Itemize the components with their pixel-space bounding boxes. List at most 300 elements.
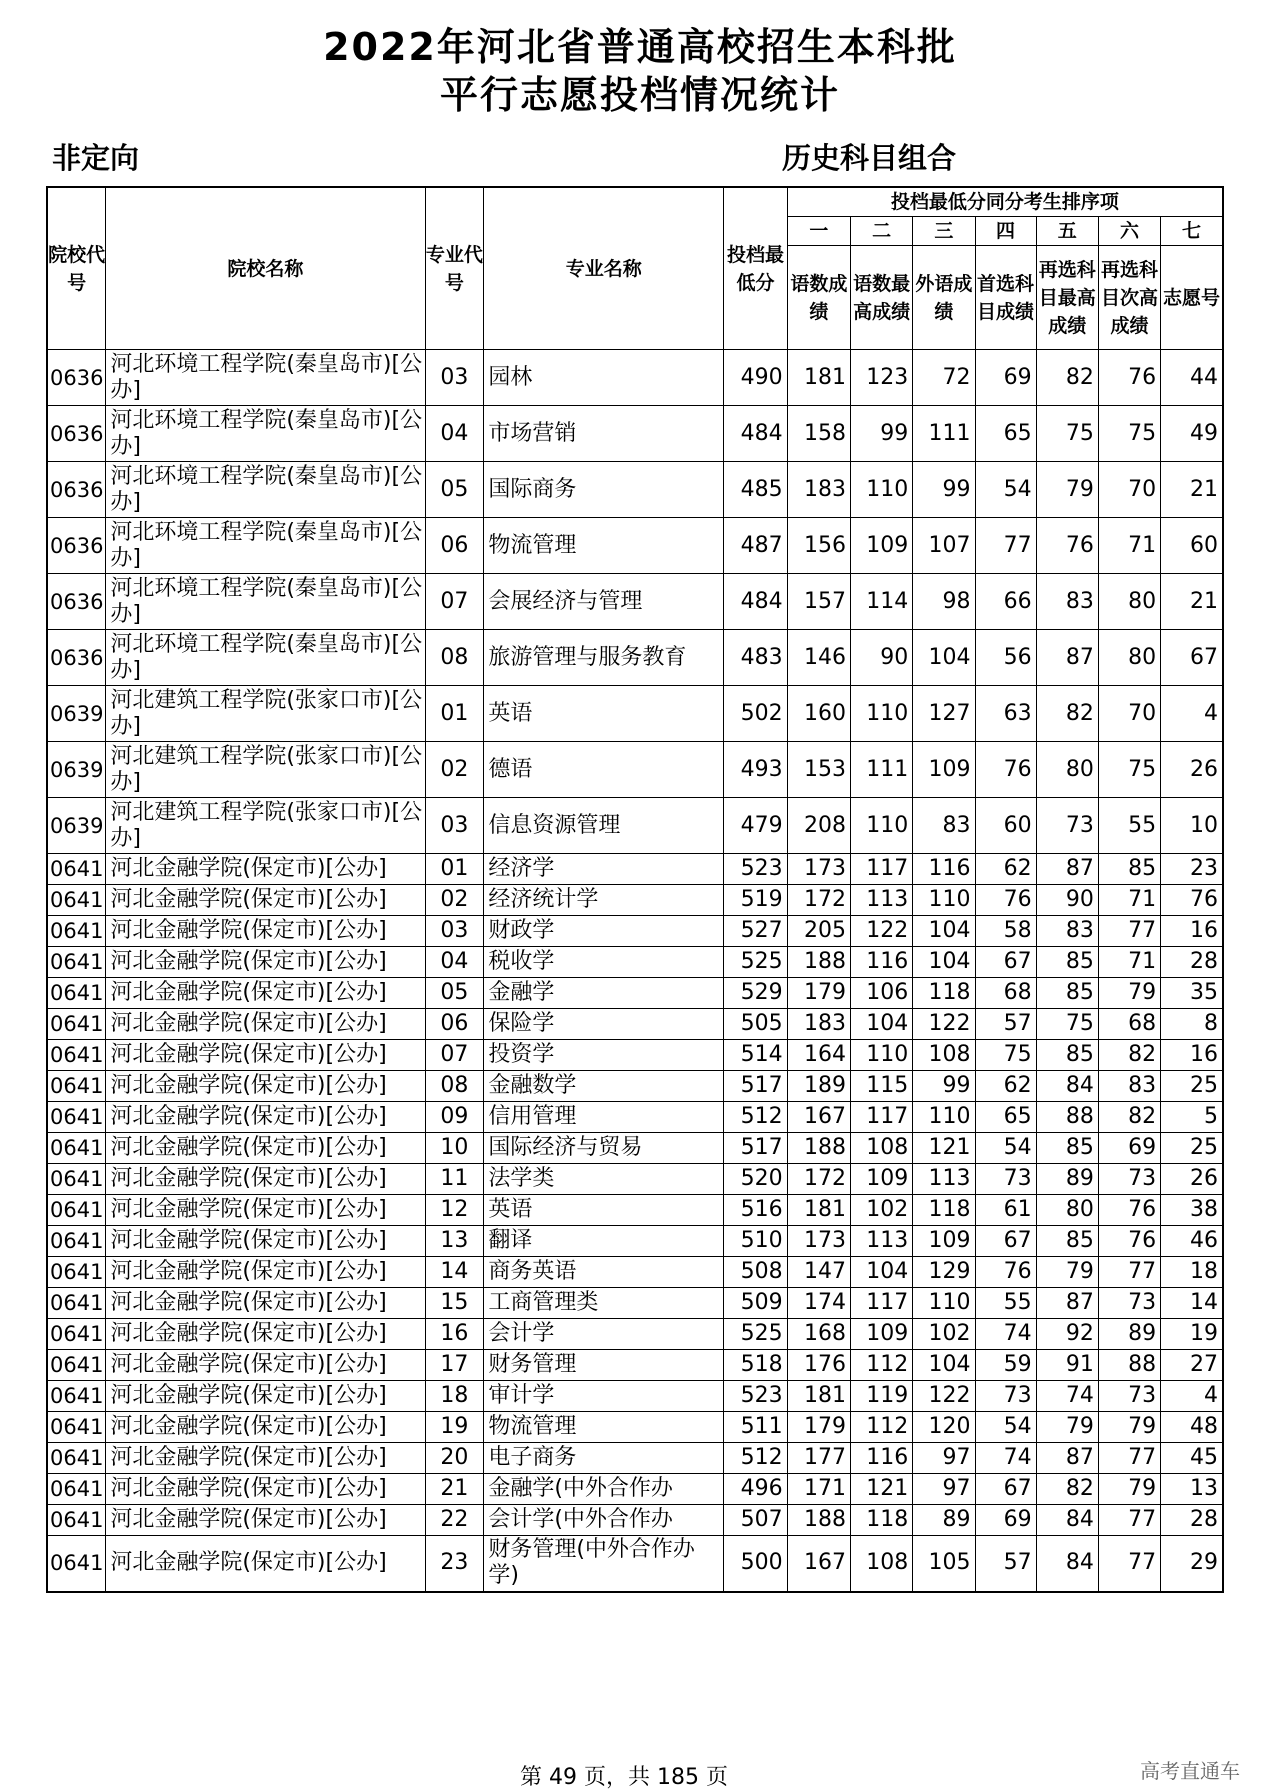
table-row: [47, 1505, 1223, 1536]
tiebreak-value: 120: [913, 1412, 975, 1443]
major-name: 会展经济与管理: [484, 574, 724, 630]
school-name: 河北金融学院(保定市)[公办]: [106, 1319, 425, 1350]
tiebreak-value: 87: [1036, 854, 1098, 885]
major-name: 物流管理: [484, 518, 724, 574]
school-name: 河北金融学院(保定市)[公办]: [106, 885, 425, 916]
school-name: 河北金融学院(保定市)[公办]: [106, 1443, 425, 1474]
major-name: 经济学: [484, 854, 724, 885]
tiebreak-value: 97: [913, 1443, 975, 1474]
tiebreak-value: 108: [851, 1536, 913, 1592]
tiebreak-value: 79: [1098, 1474, 1160, 1505]
tiebreak-value: 80: [1098, 630, 1160, 686]
school-code: 0636: [47, 462, 106, 518]
tiebreak-value: 89: [1098, 1319, 1160, 1350]
major-name: 信用管理: [484, 1102, 724, 1133]
tiebreak-value: 127: [913, 686, 975, 742]
major-code: 07: [425, 1040, 484, 1071]
major-code: 09: [425, 1102, 484, 1133]
tiebreak-value: 25: [1161, 1071, 1223, 1102]
tiebreak-value: 10: [1161, 798, 1223, 854]
min-score: 529: [724, 978, 787, 1009]
tiebreak-value: 63: [975, 686, 1036, 742]
school-code: 0641: [47, 1102, 106, 1133]
tiebreak-value: 28: [1161, 1505, 1223, 1536]
table-row: [47, 518, 1223, 574]
school-name: 河北建筑工程学院(张家口市)[公办]: [106, 798, 425, 854]
school-name: 河北金融学院(保定市)[公办]: [106, 1164, 425, 1195]
table-header: [47, 187, 1223, 350]
major-code: 08: [425, 1071, 484, 1102]
tiebreak-value: 55: [975, 1288, 1036, 1319]
tiebreak-value: 25: [1161, 1133, 1223, 1164]
min-score: 511: [724, 1412, 787, 1443]
tiebreak-value: 121: [913, 1133, 975, 1164]
table-row: [47, 1288, 1223, 1319]
admission-table: [46, 186, 1224, 1593]
tiebreak-value: 122: [913, 1009, 975, 1040]
school-code: 0641: [47, 1164, 106, 1195]
tiebreak-value: 172: [787, 885, 850, 916]
tiebreak-value: 83: [913, 798, 975, 854]
tiebreak-value: 4: [1161, 1381, 1223, 1412]
tiebreak-value: 89: [913, 1505, 975, 1536]
tiebreak-value: 84: [1036, 1536, 1098, 1592]
table-row: [47, 916, 1223, 947]
tiebreak-value: 104: [913, 947, 975, 978]
page-title-line1: 2022年河北省普通高校招生本科批: [323, 25, 957, 69]
school-name: 河北金融学院(保定市)[公办]: [106, 1071, 425, 1102]
tiebreak-value: 118: [913, 1195, 975, 1226]
major-name: 经济统计学: [484, 885, 724, 916]
major-code: 03: [425, 916, 484, 947]
tiebreak-value: 75: [1036, 406, 1098, 462]
school-code: 0639: [47, 742, 106, 798]
tiebreak-value: 83: [1036, 916, 1098, 947]
min-score: 479: [724, 798, 787, 854]
header-tiebreak-col: 志愿号: [1161, 246, 1223, 350]
school-name: 河北金融学院(保定市)[公办]: [106, 1133, 425, 1164]
major-name: 金融学(中外合作办: [484, 1474, 724, 1505]
major-name: 审计学: [484, 1381, 724, 1412]
tiebreak-value: 104: [851, 1257, 913, 1288]
header-tiebreak-col: 再选科目次高成绩: [1098, 246, 1160, 350]
major-code: 16: [425, 1319, 484, 1350]
tiebreak-value: 90: [851, 630, 913, 686]
tiebreak-value: 79: [1098, 978, 1160, 1009]
major-code: 07: [425, 574, 484, 630]
school-code: 0641: [47, 1443, 106, 1474]
tiebreak-value: 60: [975, 798, 1036, 854]
major-name: 英语: [484, 686, 724, 742]
table-row: [47, 1350, 1223, 1381]
tiebreak-value: 83: [1098, 1071, 1160, 1102]
tiebreak-value: 84: [1036, 1071, 1098, 1102]
min-score: 525: [724, 1319, 787, 1350]
tiebreak-value: 174: [787, 1288, 850, 1319]
major-code: 19: [425, 1412, 484, 1443]
tiebreak-value: 181: [787, 1195, 850, 1226]
tiebreak-value: 60: [1161, 518, 1223, 574]
tiebreak-value: 77: [1098, 1257, 1160, 1288]
school-name: 河北金融学院(保定市)[公办]: [106, 1226, 425, 1257]
tiebreak-value: 76: [1098, 1226, 1160, 1257]
tiebreak-value: 113: [851, 885, 913, 916]
tiebreak-value: 146: [787, 630, 850, 686]
min-score: 514: [724, 1040, 787, 1071]
school-name: 河北金融学院(保定市)[公办]: [106, 854, 425, 885]
tiebreak-value: 104: [913, 1350, 975, 1381]
tiebreak-value: 117: [851, 1288, 913, 1319]
tiebreak-value: 109: [851, 1319, 913, 1350]
tiebreak-value: 90: [1036, 885, 1098, 916]
table-row: [47, 1319, 1223, 1350]
header-ordinal: 六: [1098, 217, 1160, 246]
school-name: 河北金融学院(保定市)[公办]: [106, 1536, 425, 1592]
tiebreak-value: 116: [913, 854, 975, 885]
tiebreak-value: 73: [1098, 1288, 1160, 1319]
tiebreak-value: 72: [913, 350, 975, 406]
school-code: 0641: [47, 1412, 106, 1443]
header-tiebreak-group: 投档最低分同分考生排序项: [787, 187, 1223, 217]
tiebreak-value: 71: [1098, 947, 1160, 978]
min-score: 519: [724, 885, 787, 916]
major-name: 财政学: [484, 916, 724, 947]
tiebreak-value: 102: [851, 1195, 913, 1226]
tiebreak-value: 104: [913, 916, 975, 947]
major-name: 金融数学: [484, 1071, 724, 1102]
tiebreak-value: 117: [851, 1102, 913, 1133]
major-name: 工商管理类: [484, 1288, 724, 1319]
tiebreak-value: 113: [851, 1226, 913, 1257]
tiebreak-value: 76: [975, 742, 1036, 798]
tiebreak-value: 45: [1161, 1443, 1223, 1474]
tiebreak-value: 80: [1098, 574, 1160, 630]
tiebreak-value: 68: [975, 978, 1036, 1009]
tiebreak-value: 70: [1098, 686, 1160, 742]
tiebreak-value: 82: [1036, 350, 1098, 406]
tiebreak-value: 104: [913, 630, 975, 686]
tiebreak-value: 38: [1161, 1195, 1223, 1226]
tiebreak-value: 208: [787, 798, 850, 854]
tiebreak-value: 62: [975, 854, 1036, 885]
major-name: 信息资源管理: [484, 798, 724, 854]
school-code: 0641: [47, 1009, 106, 1040]
school-code: 0636: [47, 518, 106, 574]
tiebreak-value: 16: [1161, 1040, 1223, 1071]
school-name: 河北金融学院(保定市)[公办]: [106, 1505, 425, 1536]
min-score: 484: [724, 406, 787, 462]
tiebreak-value: 57: [975, 1536, 1036, 1592]
table-row: [47, 1195, 1223, 1226]
major-name: 电子商务: [484, 1443, 724, 1474]
tiebreak-value: 54: [975, 1412, 1036, 1443]
tiebreak-value: 117: [851, 854, 913, 885]
tiebreak-value: 176: [787, 1350, 850, 1381]
table-row: [47, 885, 1223, 916]
school-code: 0641: [47, 1195, 106, 1226]
school-code: 0639: [47, 798, 106, 854]
tiebreak-value: 173: [787, 854, 850, 885]
page-title-line2: 平行志愿投档情况统计: [439, 73, 840, 117]
school-code: 0641: [47, 1536, 106, 1592]
tiebreak-value: 67: [975, 947, 1036, 978]
tiebreak-value: 98: [913, 574, 975, 630]
tiebreak-value: 85: [1036, 1040, 1098, 1071]
tiebreak-value: 35: [1161, 978, 1223, 1009]
tiebreak-value: 167: [787, 1102, 850, 1133]
tiebreak-value: 92: [1036, 1319, 1098, 1350]
tiebreak-value: 74: [975, 1319, 1036, 1350]
tiebreak-value: 27: [1161, 1350, 1223, 1381]
major-code: 10: [425, 1133, 484, 1164]
header-tiebreak-col: 再选科目最高成绩: [1036, 246, 1098, 350]
tiebreak-value: 160: [787, 686, 850, 742]
min-score: 483: [724, 630, 787, 686]
tiebreak-value: 77: [1098, 1536, 1160, 1592]
tiebreak-value: 87: [1036, 1288, 1098, 1319]
header-ordinal: 四: [975, 217, 1036, 246]
min-score: 510: [724, 1226, 787, 1257]
school-name: 河北金融学院(保定市)[公办]: [106, 1102, 425, 1133]
school-name: 河北环境工程学院(秦皇岛市)[公办]: [106, 574, 425, 630]
major-name: 会计学: [484, 1319, 724, 1350]
tiebreak-value: 188: [787, 1505, 850, 1536]
tiebreak-value: 91: [1036, 1350, 1098, 1381]
major-code: 23: [425, 1536, 484, 1592]
tiebreak-value: 188: [787, 947, 850, 978]
tiebreak-value: 46: [1161, 1226, 1223, 1257]
table-row: [47, 1009, 1223, 1040]
school-name: 河北金融学院(保定市)[公办]: [106, 947, 425, 978]
min-score: 490: [724, 350, 787, 406]
school-code: 0641: [47, 1071, 106, 1102]
school-code: 0636: [47, 350, 106, 406]
major-code: 06: [425, 518, 484, 574]
school-name: 河北金融学院(保定市)[公办]: [106, 1288, 425, 1319]
school-code: 0636: [47, 630, 106, 686]
school-name: 河北环境工程学院(秦皇岛市)[公办]: [106, 462, 425, 518]
tiebreak-value: 56: [975, 630, 1036, 686]
tiebreak-value: 79: [1036, 462, 1098, 518]
school-code: 0639: [47, 686, 106, 742]
tiebreak-value: 112: [851, 1350, 913, 1381]
table-row: [47, 1102, 1223, 1133]
tiebreak-value: 121: [851, 1474, 913, 1505]
min-score: 507: [724, 1505, 787, 1536]
header-tiebreak-col: 外语成绩: [913, 246, 975, 350]
tiebreak-value: 181: [787, 350, 850, 406]
tiebreak-value: 21: [1161, 462, 1223, 518]
min-score: 487: [724, 518, 787, 574]
tiebreak-value: 110: [913, 885, 975, 916]
major-code: 08: [425, 630, 484, 686]
major-code: 02: [425, 742, 484, 798]
major-name: 商务英语: [484, 1257, 724, 1288]
tiebreak-value: 77: [1098, 1443, 1160, 1474]
tiebreak-value: 179: [787, 978, 850, 1009]
min-score: 523: [724, 1381, 787, 1412]
tiebreak-value: 153: [787, 742, 850, 798]
school-name: 河北金融学院(保定市)[公办]: [106, 1474, 425, 1505]
tiebreak-value: 179: [787, 1412, 850, 1443]
tiebreak-value: 181: [787, 1381, 850, 1412]
tiebreak-value: 48: [1161, 1412, 1223, 1443]
tiebreak-value: 173: [787, 1226, 850, 1257]
tiebreak-value: 76: [1161, 885, 1223, 916]
tiebreak-value: 108: [913, 1040, 975, 1071]
tiebreak-value: 123: [851, 350, 913, 406]
tiebreak-value: 110: [851, 686, 913, 742]
tiebreak-value: 67: [975, 1474, 1036, 1505]
tiebreak-value: 76: [1098, 1195, 1160, 1226]
tiebreak-value: 107: [913, 518, 975, 574]
table-row: [47, 947, 1223, 978]
tiebreak-value: 54: [975, 1133, 1036, 1164]
min-score: 496: [724, 1474, 787, 1505]
table-row: [47, 1226, 1223, 1257]
header-ordinal: 五: [1036, 217, 1098, 246]
school-name: 河北金融学院(保定市)[公办]: [106, 916, 425, 947]
major-name: 国际经济与贸易: [484, 1133, 724, 1164]
table-body: [47, 350, 1223, 1592]
min-score: 485: [724, 462, 787, 518]
major-name: 市场营销: [484, 406, 724, 462]
table-row: [47, 630, 1223, 686]
header-ordinal: 二: [851, 217, 913, 246]
school-name: 河北金融学院(保定市)[公办]: [106, 1381, 425, 1412]
school-name: 河北金融学院(保定市)[公办]: [106, 978, 425, 1009]
min-score: 520: [724, 1164, 787, 1195]
tiebreak-value: 8: [1161, 1009, 1223, 1040]
tiebreak-value: 13: [1161, 1474, 1223, 1505]
tiebreak-value: 108: [851, 1133, 913, 1164]
tiebreak-value: 28: [1161, 947, 1223, 978]
tiebreak-value: 79: [1036, 1257, 1098, 1288]
school-code: 0641: [47, 978, 106, 1009]
school-name: 河北金融学院(保定市)[公办]: [106, 1195, 425, 1226]
tiebreak-value: 5: [1161, 1102, 1223, 1133]
table-row: [47, 574, 1223, 630]
tiebreak-value: 77: [1098, 1505, 1160, 1536]
tiebreak-value: 76: [975, 885, 1036, 916]
major-code: 18: [425, 1381, 484, 1412]
major-name: 财务管理(中外合作办学): [484, 1536, 724, 1592]
tiebreak-value: 79: [1036, 1412, 1098, 1443]
table-row: [47, 978, 1223, 1009]
school-code: 0641: [47, 1288, 106, 1319]
tiebreak-value: 88: [1098, 1350, 1160, 1381]
min-score: 517: [724, 1133, 787, 1164]
tiebreak-value: 70: [1098, 462, 1160, 518]
tiebreak-value: 157: [787, 574, 850, 630]
tiebreak-value: 73: [975, 1164, 1036, 1195]
major-code: 05: [425, 462, 484, 518]
school-name: 河北建筑工程学院(张家口市)[公办]: [106, 686, 425, 742]
tiebreak-value: 74: [1036, 1381, 1098, 1412]
tiebreak-value: 109: [851, 1164, 913, 1195]
major-code: 20: [425, 1443, 484, 1474]
school-code: 0641: [47, 916, 106, 947]
header-tiebreak-col: 语数最高成绩: [851, 246, 913, 350]
major-code: 01: [425, 854, 484, 885]
tiebreak-value: 85: [1036, 947, 1098, 978]
tiebreak-value: 84: [1036, 1505, 1098, 1536]
major-name: 翻译: [484, 1226, 724, 1257]
tiebreak-value: 164: [787, 1040, 850, 1071]
tiebreak-value: 110: [913, 1288, 975, 1319]
tiebreak-value: 58: [975, 916, 1036, 947]
tiebreak-value: 14: [1161, 1288, 1223, 1319]
tiebreak-value: 18: [1161, 1257, 1223, 1288]
school-code: 0641: [47, 1381, 106, 1412]
tiebreak-value: 71: [1098, 885, 1160, 916]
tiebreak-value: 109: [913, 1226, 975, 1257]
min-score: 508: [724, 1257, 787, 1288]
school-name: 河北环境工程学院(秦皇岛市)[公办]: [106, 630, 425, 686]
header-ordinal: 三: [913, 217, 975, 246]
tiebreak-value: 75: [975, 1040, 1036, 1071]
table-row: [47, 1412, 1223, 1443]
tiebreak-value: 147: [787, 1257, 850, 1288]
tiebreak-value: 99: [913, 462, 975, 518]
table-row: [47, 1257, 1223, 1288]
table-row: [47, 1443, 1223, 1474]
table-row: [47, 1536, 1223, 1592]
page-footer: 第 49 页，共 185 页: [520, 1765, 728, 1790]
tiebreak-value: 61: [975, 1195, 1036, 1226]
tiebreak-value: 75: [1036, 1009, 1098, 1040]
min-score: 527: [724, 916, 787, 947]
tiebreak-value: 99: [851, 406, 913, 462]
header-min-score: 投档最低分: [724, 187, 787, 350]
tiebreak-value: 118: [851, 1505, 913, 1536]
subject-combination-label: 历史科目组合: [782, 141, 957, 175]
tiebreak-value: 67: [1161, 630, 1223, 686]
min-score: 516: [724, 1195, 787, 1226]
school-code: 0636: [47, 574, 106, 630]
tiebreak-value: 183: [787, 462, 850, 518]
school-name: 河北金融学院(保定市)[公办]: [106, 1257, 425, 1288]
tiebreak-value: 82: [1098, 1102, 1160, 1133]
major-name: 税收学: [484, 947, 724, 978]
school-name: 河北环境工程学院(秦皇岛市)[公办]: [106, 406, 425, 462]
table-row: [47, 350, 1223, 406]
table-row: [47, 1133, 1223, 1164]
tiebreak-value: 110: [851, 462, 913, 518]
major-code: 22: [425, 1505, 484, 1536]
tiebreak-value: 97: [913, 1474, 975, 1505]
major-code: 12: [425, 1195, 484, 1226]
school-name: 河北金融学院(保定市)[公办]: [106, 1040, 425, 1071]
school-name: 河北金融学院(保定市)[公办]: [106, 1412, 425, 1443]
tiebreak-value: 85: [1036, 1133, 1098, 1164]
school-name: 河北环境工程学院(秦皇岛市)[公办]: [106, 350, 425, 406]
min-score: 512: [724, 1443, 787, 1474]
tiebreak-value: 26: [1161, 1164, 1223, 1195]
table-row: [47, 1474, 1223, 1505]
major-name: 德语: [484, 742, 724, 798]
tiebreak-value: 67: [975, 1226, 1036, 1257]
min-score: 500: [724, 1536, 787, 1592]
tiebreak-value: 57: [975, 1009, 1036, 1040]
header-ordinal: 一: [787, 217, 850, 246]
tiebreak-value: 65: [975, 1102, 1036, 1133]
tiebreak-value: 99: [913, 1071, 975, 1102]
tiebreak-value: 49: [1161, 406, 1223, 462]
tiebreak-value: 73: [975, 1381, 1036, 1412]
tiebreak-value: 116: [851, 1443, 913, 1474]
tiebreak-value: 122: [913, 1381, 975, 1412]
